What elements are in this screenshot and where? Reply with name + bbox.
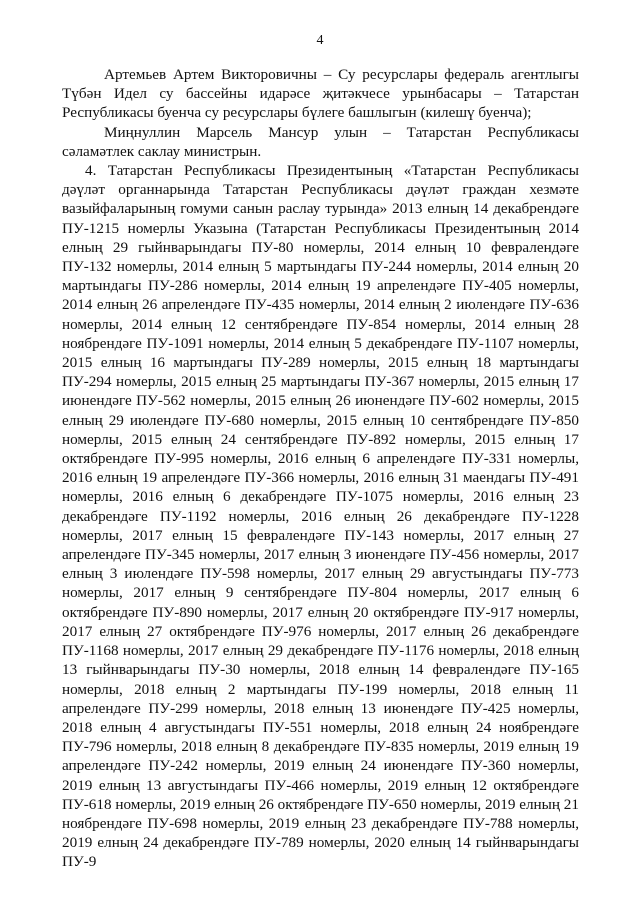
paragraph-artemyev: Артемьев Артем Викторовичны – Су ресурслары федераль агентлыгы Түбән Идел су бассейны идарәсе җитәкчесе урынбасары – Татарстан Республикасы буенча су ресурслары бүлеге башлыгын (килешү буенча);	[62, 66, 579, 122]
paragraph-item-4: 4. Татарстан Республикасы Президентының «Татарстан Республикасы дәүләт органнарында Татарстан Республикасы дәүләт граждан хезмәте вазыйфаларының гомуми санын раслау турында» 2013 елның 14 декабрендәге ПУ-1215 номерлы Указына (Татарстан Республикасы Президентының 2014 елның 29 гыйнварындагы ПУ-80 номерлы, 2014 елның 10 февралендәге ПУ-132 номерлы, 2014 елның 5 мартындагы ПУ-244 номерлы, 2014 елның 20 мартындагы ПУ-286 номерлы, 2014 елның 19 апрелендәге ПУ-405 номерлы, 2014 елның 26 апрелендәге ПУ-435 номерлы, 2014 елның 2 июлендәге ПУ-636 номерлы, 2014 елның 12 сентябрендәге ПУ-854 номерлы, 2014 елның 28 ноябрендәге ПУ-1091 номерлы, 2014 елның 5 декабрендәге ПУ-1107 номерлы, 2015 елның 16 мартындагы ПУ-289 номерлы, 2015 елның 18 мартындагы ПУ-294 номерлы, 2015 елның 25 мартындагы ПУ-367 номерлы, 2015 елның 17 июнендәге ПУ-562 номерлы, 2015 елның 26 июнендәге ПУ-602 номерлы, 2015 елның 29 июлендәге ПУ-680 номерлы, 2015 елның 10 сентябрендәге ПУ-850 номерлы, 2015 елның 24 сентябрендәге ПУ-892 номерлы, 2015 елның 17 октябрендәге ПУ-995 номерлы, 2016 елның 6 апрелендәге ПУ-331 номерлы, 2016 елның 19 апрелендәге ПУ-366 номерлы, 2016 елның 31 маендагы ПУ-491 номерлы, 2016 елның 6 декабрендәге ПУ-1075 номерлы, 2016 елның 23 декабрендәге ПУ-1192 номерлы, 2016 елның 26 декабрендәге ПУ-1228 номерлы, 2017 елның 15 февралендәге ПУ-143 номерлы, 2017 елның 27 апрелендәге ПУ-345 номерлы, 2017 елның 3 июнендәге ПУ-456 номерлы, 2017 елның 3 июлендәге ПУ-598 номерлы, 2017 елның 29 августындагы ПУ-773 номерлы, 2017 елның 9 сентябрендәге ПУ-804 номерлы, 2017 елның 6 октябрендәге ПУ-890 номерлы, 2017 елның 20 октябрендәге ПУ-917 номерлы, 2017 елның 27 октябрендәге ПУ-976 номерлы, 2017 елның 26 декабрендәге ПУ-1168 номерлы, 2017 елның 29 декабрендәге ПУ-1176 номерлы, 2018 елның 13 гыйнварындагы ПУ-30 номерлы, 2018 елның 14 февралендәге ПУ-165 номерлы, 2018 елның 2 мартындагы ПУ-199 номерлы, 2018 елның 11 апрелендәге ПУ-299 номерлы, 2018 елның 13 июнендәге ПУ-425 номерлы, 2018 елның 4 августындагы ПУ-551 номерлы, 2018 елның 24 ноябрендәге ПУ-796 номерлы, 2018 елның 8 декабрендәге ПУ-835 номерлы, 2019 елның 19 апрелендәге ПУ-242 номерлы, 2019 елның 24 июнендәге ПУ-360 номерлы, 2019 елның 13 августындагы ПУ-466 номерлы, 2019 елның 12 октябрендәге ПУ-618 номерлы, 2019 елның 26 октябрендәге ПУ-650 номерлы, 2019 елның 21 ноябрендәге ПУ-698 номерлы, 2019 елның 23 декабрендәге ПУ-788 номерлы, 2019 елның 24 декабрендәге ПУ-789 номерлы, 2020 елның 14 гыйнварындагы ПУ-9	[62, 162, 579, 871]
page-number: 4	[316, 33, 324, 48]
paragraph-minnullin: Миңнуллин Марсель Мансур улын – Татарстан Республикасы сәламәтлек саклау министрын.	[62, 123, 579, 160]
document-body	[62, 65, 579, 872]
